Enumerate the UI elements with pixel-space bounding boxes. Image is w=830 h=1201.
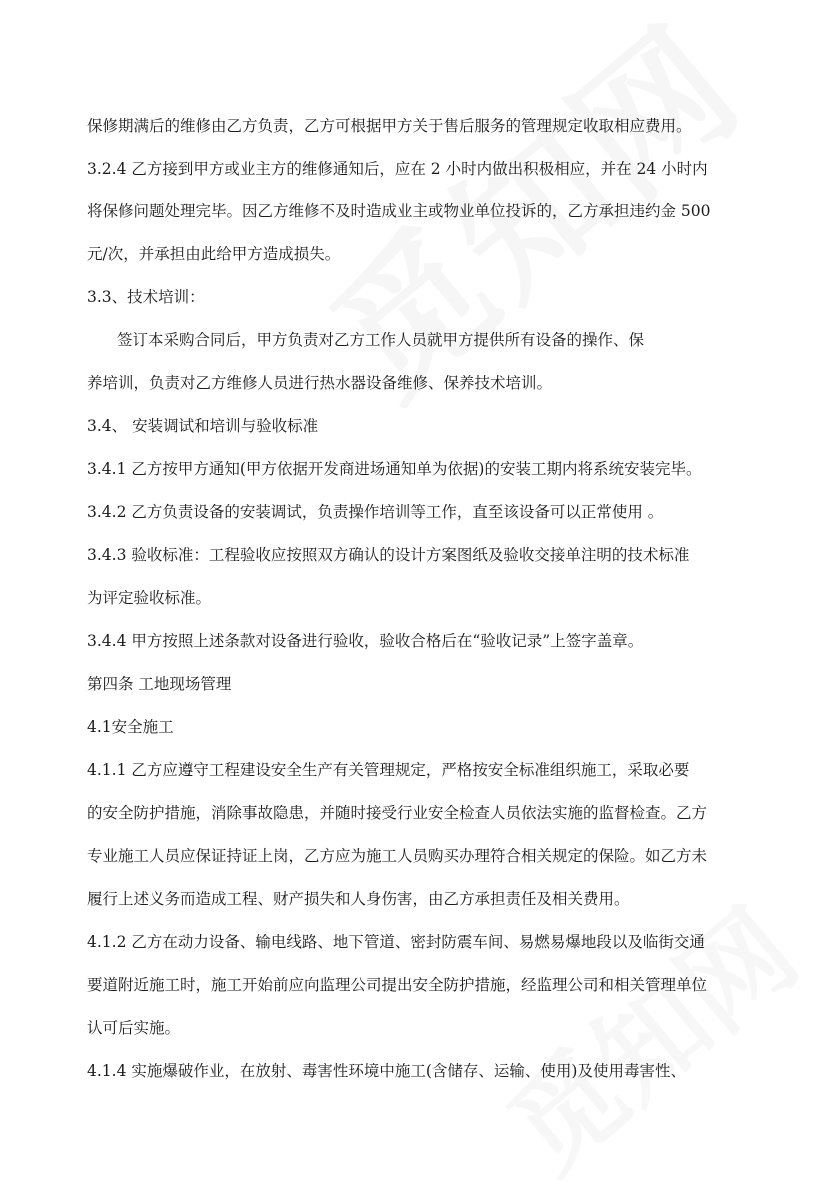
- paragraph-line: 3.4.4 甲方按照上述条款对设备进行验收，验收合格后在“验收记录”上签字盖章。: [87, 632, 644, 650]
- section-heading: 第四条 工地现场管理: [87, 675, 232, 693]
- paragraph-line: 3.4.2 乙方负责设备的安装调试，负责操作培训等工作，直至该设备可以正常使用 。: [87, 503, 664, 521]
- paragraph-line: 将保修问题处理完毕。因乙方维修不及时造成业主或物业单位投诉的，乙方承担违约金 500: [87, 202, 711, 220]
- paragraph-line: 履行上述义务而造成工程、财产损失和人身伤害，由乙方承担责任及相关费用。: [87, 890, 630, 908]
- paragraph-line: 认可后实施。: [87, 1019, 181, 1037]
- paragraph-line: 元/次，并承担由此给甲方造成损失。: [87, 245, 341, 263]
- paragraph-line: 3.4.3 验收标准：工程验收应按照双方确认的设计方案图纸及验收交接单注明的技术标准: [87, 546, 690, 564]
- paragraph-line: 的安全防护措施，消除事故隐患，并随时接受行业安全检查人员依法实施的监督检查。乙方: [87, 804, 708, 822]
- paragraph-line: 签订本采购合同后，甲方负责对乙方工作人员就甲方提供所有设备的操作、保: [117, 331, 645, 349]
- paragraph-line: 养培训，负责对乙方维修人员进行热水器设备维修、保养技术培训。: [87, 374, 553, 392]
- paragraph-line: 要道附近施工时，施工开始前应向监理公司提出安全防护措施，经监理公司和相关管理单位: [87, 976, 708, 994]
- section-heading: 4.1安全施工: [87, 718, 174, 736]
- section-heading: 3.4、 安装调试和培训与验收标准: [87, 417, 319, 435]
- paragraph-line: 3.2.4 乙方接到甲方或业主方的维修通知后，应在 2 小时内做出积极相应，并在 24 小时内: [87, 160, 708, 178]
- paragraph-line: 4.1.2 乙方在动力设备、输电线路、地下管道、密封防震车间、易燃易爆地段以及临街交通: [87, 933, 705, 951]
- paragraph-line: 保修期满后的维修由乙方负责，乙方可根据甲方关于售后服务的管理规定收取相应费用。: [87, 117, 692, 135]
- paragraph-line: 4.1.4 实施爆破作业，在放射、毒害性环境中施工(含储存、运输、使用)及使用毒害性、: [87, 1062, 686, 1080]
- paragraph-line: 3.4.1 乙方按甲方通知(甲方依据开发商进场通知单为依据)的安装工期内将系统安装完毕。: [87, 460, 702, 478]
- paragraph-line: 为评定验收标准。: [87, 589, 212, 607]
- paragraph-line: 4.1.1 乙方应遵守工程建设安全生产有关管理规定，严格按安全标准组织施工，采取必要: [87, 761, 690, 779]
- paragraph-line: 专业施工人员应保证持证上岗，乙方应为施工人员购买办理符合相关规定的保险。如乙方未: [87, 847, 708, 865]
- section-heading: 3.3、技术培训：: [87, 288, 205, 306]
